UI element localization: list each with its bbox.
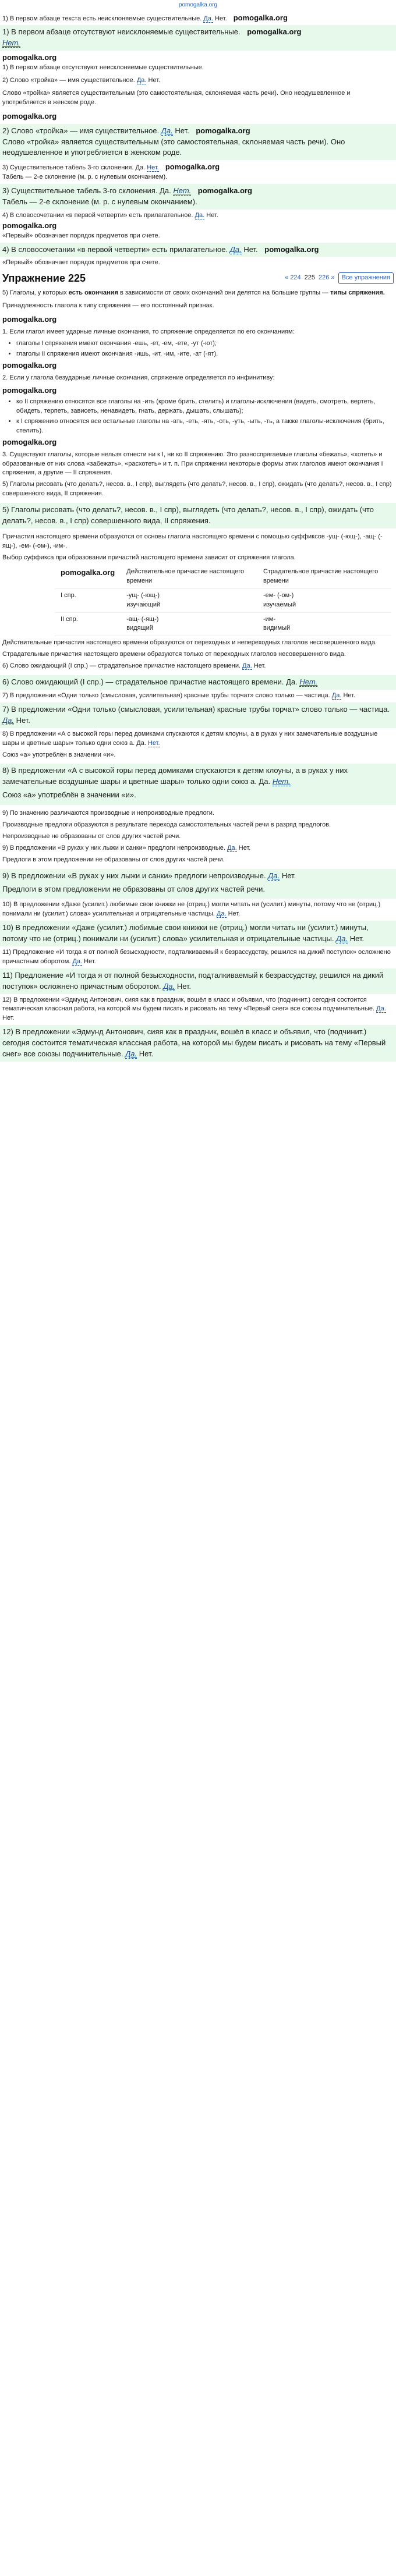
- selected-answer: Нет.: [173, 186, 192, 196]
- q2-watermark-row: [0, 109, 396, 124]
- q5-text-c: в зависимости от своих окончаний они делятся на большие группы —: [119, 289, 329, 297]
- q11b-text: 11) Предложение «И тогда я от полной безысходности, подталкиваемый к безрассудству, решился на дикий поступок» осложнено причастным оборотом.: [2, 970, 384, 991]
- table-row-label: II спр.: [55, 612, 121, 636]
- table-cell: [55, 565, 121, 588]
- q6-answer-row: [2, 662, 394, 671]
- q8-expl: Союз «а» употреблён в значении «и».: [2, 751, 116, 758]
- q3-expl: Табель — 2-е склонение (м. р. с нулевым окончанием).: [2, 173, 168, 181]
- next-exercise-link[interactable]: 226 »: [319, 274, 335, 282]
- watermark: pomogalka.org: [2, 111, 57, 120]
- q7-highlight: [0, 702, 396, 728]
- exercise-pager: [285, 272, 394, 284]
- no-answer: Нет.: [343, 692, 356, 700]
- yes-answer: Да.: [72, 957, 83, 965]
- current-exercise: 225: [304, 274, 316, 282]
- yes-answer: Да.: [203, 15, 214, 22]
- watermark: pomogalka.org: [165, 162, 220, 172]
- q2-explanation: [0, 87, 396, 109]
- page: [0, 0, 396, 1067]
- yes-answer: Да.: [227, 844, 237, 851]
- list-item: • глаголы II спряжения имеют окончания -ишь, -ит, -им, -ите, -ат (-ят).: [16, 350, 394, 359]
- table-row-label: I спр.: [55, 588, 121, 612]
- suffix: -ем- (-ом-): [263, 591, 294, 599]
- q5b-text: 5) Глаголы рисовать (что делать?, несов. в., I спр), выглядеть (что делать?, несов. в., I спр), ожидать (что делать?, несов. в., I спр) совершенного вида, II спряжения.: [2, 505, 374, 526]
- no-answer: Нет.: [16, 715, 30, 725]
- table-row: [55, 565, 391, 588]
- q1-highlight: [0, 25, 396, 51]
- yes-answer: Да.: [136, 739, 146, 747]
- q7-text: 7) В предложении «Одни только (смысловая, усилительная) красные трубы торчат» слово только — частица.: [2, 692, 330, 700]
- no-answer: Нет.: [281, 871, 296, 880]
- suffix: -им-: [263, 615, 275, 623]
- q11-highlight: [0, 968, 396, 994]
- q4-expl-row: [0, 257, 396, 269]
- q9b-text: 9) В предложении «В руках у них лыжи и санки» предлоги непроизводные.: [2, 871, 266, 880]
- q6-text-d: Страдательные причастия настоящего времени образуются только от переходных глаголов несовершенного вида.: [2, 651, 346, 658]
- q2-expl-text: Слово «тройка» является существительным (это самостоятельная, склоняемая часть речи). Оно неодушевленное и употребляется в женском роде.: [2, 89, 351, 106]
- no-answer: Нет.: [206, 211, 218, 219]
- q10-plain: [0, 899, 396, 921]
- q8-highlight: [0, 764, 396, 805]
- no-answer: Нет.: [175, 126, 189, 135]
- no-answer: Нет.: [147, 739, 160, 747]
- no-answer: Нет.: [253, 662, 266, 670]
- selected-answer: Да.: [336, 934, 348, 943]
- list-item: • глаголы I спряжения имеют окончания -ешь, -ет, -ем, -ете, -ут (-ют);: [16, 339, 394, 349]
- q4-highlight: [0, 243, 396, 257]
- q5-text-i: 5) Глаголы рисовать (что делать?, несов. в., I спр), выглядеть (что делать?, несов. в., I спр), ожидать (что делать?, несов. в., I спр) совершенного вида, II спряжения.: [2, 481, 392, 498]
- watermark: pomogalka.org: [2, 221, 57, 230]
- q10-text: 10) В предложении «Даже (усилит.) любимые свои книжки не (отриц.) могли читать ни (усилит.) минуты, потому что не (отриц.) понимали ни (усилит.) слова» усилительная и отрицательные частицы.: [2, 901, 381, 918]
- q3-text: 3) Существительное табель 3-го склонения.: [2, 164, 134, 172]
- table-row: [55, 612, 391, 636]
- q5-highlight: [0, 503, 396, 528]
- watermark: pomogalka.org: [2, 361, 57, 370]
- no-answer: Нет.: [228, 910, 241, 918]
- q5-text-d: типы спряжения.: [330, 289, 385, 297]
- example: изучаемый: [263, 601, 296, 608]
- site-name[interactable]: pomogalka.org: [178, 2, 218, 8]
- no-answer: Нет.: [238, 844, 251, 851]
- yes-answer: Да.: [286, 677, 298, 687]
- prev-exercise-link[interactable]: « 224: [285, 274, 301, 282]
- selected-answer: Нет.: [2, 38, 20, 48]
- yes-answer: Да.: [136, 77, 147, 84]
- selected-answer: Да.: [268, 871, 280, 880]
- q9-answer-row: [2, 844, 394, 853]
- yes-answer: Да.: [376, 1005, 386, 1013]
- q5-text-b: есть окончания: [68, 289, 118, 297]
- table-row: [55, 588, 391, 612]
- q11-plain: [0, 946, 396, 968]
- no-answer: Нет.: [148, 77, 161, 84]
- q5-text-h: 3. Существуют глаголы, которые нельзя отнести ни к I, ни ко II спряжению. Это разноспрягаемые глаголы «бежать», «хотеть» и образованные от них слова «забежать», «расхотеть» и т. п. При спряжении некоторые формы этих глаголов имеют окончания I спряжения, а другие — II спряжения.: [2, 450, 383, 477]
- no-answer: Нет.: [243, 244, 258, 254]
- q9-text-e: Предлоги в этом предложении не образованы от слов других частей речи.: [2, 856, 225, 863]
- q1-explanation: [0, 51, 396, 74]
- suffix: -ащ- (-ящ-): [126, 615, 159, 623]
- q8-plain: [0, 728, 396, 764]
- q3-plain: [0, 160, 396, 184]
- q10b-text: 10) В предложении «Даже (усилит.) любимые свои книжки не (отриц.) могли читать ни (усилит.) минуты, потому что не (отриц.) понимали ни (усилит.) слова» усилительная и отрицательные частицы.: [2, 923, 369, 943]
- yes-answer: Да.: [195, 211, 205, 219]
- q4-expl: «Первый» обозначает порядок предметов при счете.: [2, 232, 160, 239]
- example: видящий: [126, 625, 153, 632]
- list-item: • ко II спряжению относятся все глаголы на -ить (кроме брить, стелить) и глаголы-исключения (видеть, смотреть, вертеть, обидеть, терпеть, зависеть, ненавидеть, гнать, держать, дышать, слышать);: [16, 398, 394, 416]
- q4-plain: [0, 210, 396, 243]
- watermark: pomogalka.org: [233, 13, 288, 22]
- q5-text-f: 1. Если глагол имеет ударные личные окончания, то спряжение определяется по его окончаниям:: [2, 328, 295, 336]
- watermark: pomogalka.org: [2, 315, 57, 324]
- q2-plain: [0, 74, 396, 87]
- q12-highlight: [0, 1025, 396, 1062]
- selected-answer: Нет.: [299, 677, 318, 687]
- yes-answer: Да.: [160, 186, 171, 196]
- exercise-header: [0, 269, 396, 287]
- q6b-text: 6) Слово ожидающий (I спр.) — страдательное причастие настоящего времени.: [2, 677, 284, 687]
- q12-text: 12) В предложении «Эдмунд Антонович, сияя как в праздник, вошёл в класс и объявил, что (подчинит.) сегодня состоится тематическая классная работа, на которой мы будем писать и рисовать на тему «Первый снег» все союзы подчинительные.: [2, 996, 375, 1013]
- q4b-text: 4) В словосочетании «в первой четверти» есть прилагательное.: [2, 244, 228, 254]
- q5-text-e: Принадлежность глагола к типу спряжения — его постоянный признак.: [2, 302, 214, 310]
- q5-theory: [0, 287, 396, 503]
- endings-list: [2, 339, 394, 359]
- q3b-text: 3) Существительное табель 3-го склонения.: [2, 186, 158, 196]
- selected-answer: Да.: [125, 1049, 137, 1058]
- selected-answer: Нет.: [272, 777, 291, 786]
- all-exercises-button[interactable]: Все упражнения: [338, 272, 394, 284]
- q2b-expl: Слово «тройка» является существительным (это самостоятельная, склоняемая часть речи). Оно неодушевленное и употребляется в женском роде.: [2, 137, 345, 157]
- watermark: pomogalka.org: [2, 385, 57, 395]
- watermark: pomogalka.org: [247, 27, 302, 37]
- q5-text-g: 2. Если у глагола безударные личные окончания, спряжение определяется по инфинитиву:: [2, 374, 275, 381]
- q6-text-b: Выбор суффикса при образовании причастий настоящего времени зависит от спряжения глагола.: [2, 553, 296, 561]
- suffix: -ущ- (-ющ-): [126, 591, 160, 599]
- no-answer: Нет.: [84, 957, 96, 965]
- no-answer: Нет.: [349, 934, 365, 943]
- q5-text-a: 5) Глаголы, у которых: [2, 289, 67, 297]
- selected-answer: Да.: [2, 715, 14, 725]
- q12b-text: 12) В предложении «Эдмунд Антонович, сияя как в праздник, вошёл в класс и объявил, что (подчинит.) сегодня состоится тематическая классная работа, на которой мы будем писать и рисовать на тему «Первый снег» все союзы подчинительные.: [2, 1027, 386, 1058]
- infinitive-list: [2, 398, 394, 436]
- yes-answer: Да.: [216, 910, 227, 918]
- q8-text: 8) В предложении «А с высокой горы перед домиками спускаются к детям клоуны, а в руках у них замечательные воздушные шары и цветные шары» только одни союз а.: [2, 730, 378, 747]
- q9-theory: [0, 805, 396, 869]
- q9b-expl: Предлоги в этом предложении не образованы от слов других частей речи.: [2, 884, 266, 893]
- yes-answer: Да.: [331, 692, 342, 700]
- q6-highlight: [0, 675, 396, 690]
- selected-answer: Да.: [161, 126, 173, 135]
- q6-text-c: Действительные причастия настоящего времени образуются от переходных и непереходных глаголов несовершенного вида.: [2, 639, 377, 647]
- q8b-text: 8) В предложении «А с высокой горы перед домиками спускаются к детям клоуны, а в руках у них замечательные воздушные шары и цветные шары» только одни союз а.: [2, 766, 348, 786]
- list-item: • к I спряжению относятся все остальные глаголы на -ать, -еть, -ять, -оть, -уть, -ыть, -ть, а также глаголы-исключения (брить, стелить).: [16, 417, 394, 436]
- yes-answer: Да.: [259, 777, 271, 786]
- q7-plain: [0, 690, 396, 702]
- yes-answer: Да.: [242, 662, 252, 670]
- table-cell: [257, 588, 391, 612]
- table-header-active: Действительное причастие настоящего времени: [121, 565, 257, 588]
- q1b-text: 1) В первом абзаце отсутствуют неисклоняемые существительные.: [2, 27, 241, 37]
- q9-text-a: 9) По значению различаются производные и непроизводные предлоги.: [2, 810, 214, 817]
- q2b-text: 2) Слово «тройка» — имя существительное.: [2, 126, 160, 135]
- example: видимый: [263, 625, 291, 632]
- watermark: pomogalka.org: [264, 244, 319, 254]
- participle-table: [55, 565, 391, 637]
- watermark: pomogalka.org: [2, 53, 57, 62]
- table-cell: [121, 612, 257, 636]
- q6-theory: [0, 528, 396, 675]
- q4-text: 4) В словосочетании «в первой четверти» есть прилагательное.: [2, 211, 193, 219]
- watermark: pomogalka.org: [2, 437, 57, 446]
- q6-text-a: Причастия настоящего времени образуются от основы глагола настоящего времени с помощью суффиксов -ущ- (-ющ-), -ащ- (-ящ-), -ем- (-ом-), -им-.: [2, 533, 383, 549]
- watermark: pomogalka.org: [196, 126, 250, 135]
- q12-plain: [0, 994, 396, 1026]
- table-cell: [257, 612, 391, 636]
- q2-highlight: [0, 124, 396, 161]
- no-answer: Нет.: [147, 164, 159, 172]
- q7b-text: 7) В предложении «Одни только (смысловая, усилительная) красные трубы торчат» слово только — частица.: [2, 704, 390, 714]
- q3-highlight: [0, 184, 396, 210]
- watermark: pomogalka.org: [61, 567, 115, 577]
- no-answer: Нет.: [2, 1014, 15, 1022]
- q9-text-d: 9) В предложении «В руках у них лыжи и санки» предлоги непроизводные.: [2, 844, 225, 851]
- no-answer: Нет.: [139, 1049, 154, 1058]
- q11-text: 11) Предложение «И тогда я от полной безысходности, подталкиваемый к безрассудству, решился на дикий поступок» осложнено причастным оборотом.: [2, 948, 391, 965]
- q1-plain: [0, 11, 396, 26]
- no-answer: Нет.: [215, 15, 227, 22]
- yes-answer: Да.: [135, 164, 146, 172]
- table-cell: [121, 588, 257, 612]
- exercise-title: Упражнение 225: [2, 272, 86, 285]
- table-header-passive: Страдательное причастие настоящего времени: [257, 565, 391, 588]
- q1-text: 1) В первом абзаце текста есть неисклоняемые существительные.: [2, 15, 202, 22]
- q1-expl-text: 1) В первом абзаце отсутствуют неисклоняемые существительные.: [2, 64, 204, 72]
- q9-text-c: Непроизводные не образованы от слов других частей речи.: [2, 832, 181, 840]
- example: изучающий: [126, 601, 161, 608]
- watermark: pomogalka.org: [197, 186, 252, 196]
- no-answer: Нет.: [176, 981, 192, 991]
- q10-highlight: [0, 921, 396, 946]
- q8b-expl: Союз «а» употреблён в значении «и».: [2, 790, 136, 800]
- q2-text: 2) Слово «тройка» — имя существительное.: [2, 77, 135, 84]
- q9-text-b: Производные предлоги образуются в результате перехода самостоятельных частей речи в разряд предлогов.: [2, 821, 331, 828]
- q3b-expl: Табель — 2-е склонение (м. р. с нулевым окончанием).: [2, 197, 197, 206]
- selected-answer: Да.: [229, 244, 242, 254]
- selected-answer: Да.: [163, 981, 175, 991]
- q4b-expl: «Первый» обозначает порядок предметов при счете.: [2, 259, 160, 267]
- q6-text-e: 6) Слово ожидающий (I спр.) — страдательное причастие настоящего времени.: [2, 662, 241, 670]
- q9-highlight: [0, 869, 396, 899]
